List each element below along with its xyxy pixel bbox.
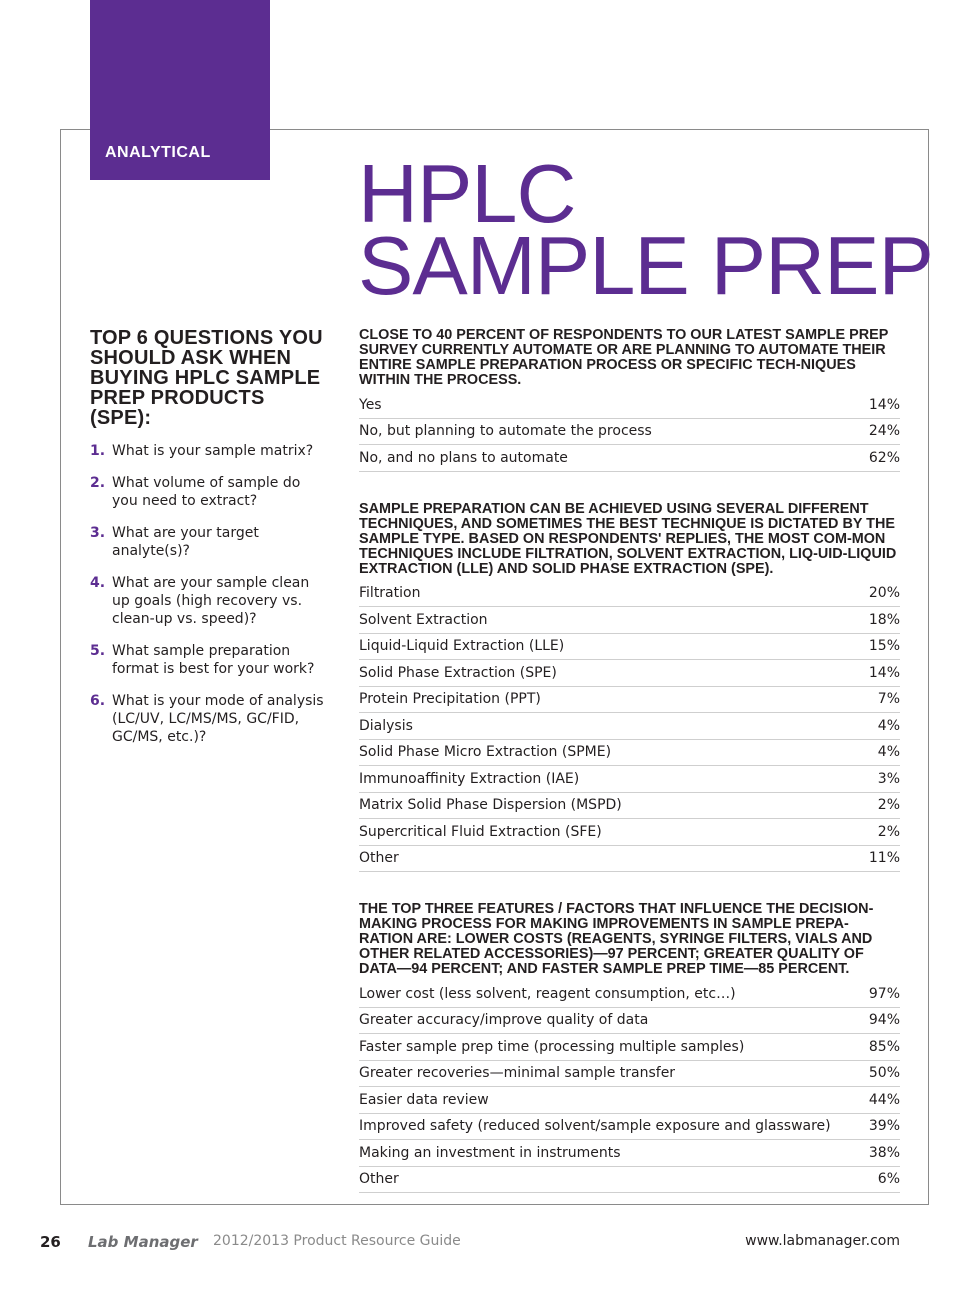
row-label: Immunoaffinity Extraction (IAE) bbox=[359, 770, 580, 787]
table-row bbox=[359, 793, 900, 820]
question-text: What is your sample matrix? bbox=[112, 443, 314, 459]
website-link[interactable]: www.labmanager.com bbox=[745, 1233, 900, 1249]
page-title bbox=[358, 147, 933, 312]
guide-title: 2012/2013 Product Resource Guide bbox=[213, 1233, 461, 1249]
row-value: 2% bbox=[877, 823, 900, 840]
question-number: 6. bbox=[90, 693, 106, 709]
question-item bbox=[90, 642, 330, 678]
question-number: 4. bbox=[90, 575, 106, 591]
table-row bbox=[359, 819, 900, 846]
row-label: Protein Precipitation (PPT) bbox=[359, 691, 541, 708]
table-row bbox=[359, 1140, 900, 1167]
table-row bbox=[359, 1087, 900, 1114]
row-label: Faster sample prep time (processing multiple samples) bbox=[359, 1038, 745, 1055]
row-label: Supercritical Fluid Extraction (SFE) bbox=[359, 823, 602, 840]
survey-results bbox=[359, 328, 900, 1223]
automation-section bbox=[359, 328, 900, 472]
row-label: Greater recoveries—minimal sample transfer bbox=[359, 1065, 676, 1082]
row-value: 14% bbox=[868, 396, 900, 413]
row-value: 85% bbox=[868, 1038, 900, 1055]
row-value: 38% bbox=[868, 1144, 900, 1161]
row-label: Solid Phase Micro Extraction (SPME) bbox=[359, 744, 612, 761]
row-label: Other bbox=[359, 850, 399, 867]
row-label: Other bbox=[359, 1171, 399, 1188]
question-text: What are your target analyte(s)? bbox=[112, 525, 259, 559]
row-label: Filtration bbox=[359, 585, 421, 602]
table-row bbox=[359, 766, 900, 793]
row-value: 15% bbox=[868, 638, 900, 655]
row-label: Solid Phase Extraction (SPE) bbox=[359, 664, 557, 681]
table-row bbox=[359, 713, 900, 740]
row-value: 62% bbox=[868, 449, 900, 466]
question-item bbox=[90, 524, 330, 560]
row-label: Solvent Extraction bbox=[359, 611, 488, 628]
question-item bbox=[90, 474, 330, 510]
question-number: 2. bbox=[90, 475, 106, 491]
row-label: No, but planning to automate the process bbox=[359, 423, 652, 440]
table-row bbox=[359, 981, 900, 1008]
title-line-1: HPLC bbox=[358, 147, 576, 240]
section-heading: SAMPLE PREPARATION CAN BE ACHIEVED USING SEVERAL DIFFERENT TECHNIQUES, AND SOMETIMES THE BEST TECHNIQUE IS DICTATED BY THE SAMPLE TYPE. BASED ON RESPONDENTS' REPLIES, THE MOST COM-MON TECHNIQUES INCLUDE FILTRATION, SOLVENT EXTRACTION, LIQ-UID-LIQUID EXTRACTION (LLE) AND SOLID PHASE EXTRACTION (SPE). bbox=[359, 500, 897, 577]
row-value: 39% bbox=[868, 1118, 900, 1135]
table-row bbox=[359, 846, 900, 873]
table-row bbox=[359, 1034, 900, 1061]
page-number: 26 bbox=[40, 1233, 61, 1251]
row-value: 7% bbox=[877, 691, 900, 708]
table-row bbox=[359, 581, 900, 608]
title-line-2: SAMPLE PREP bbox=[358, 219, 933, 312]
row-value: 2% bbox=[877, 797, 900, 814]
row-label: Easier data review bbox=[359, 1091, 489, 1108]
row-value: 94% bbox=[868, 1012, 900, 1029]
table-row bbox=[359, 687, 900, 714]
magazine-name: Lab Manager bbox=[88, 1233, 198, 1251]
table-row bbox=[359, 445, 900, 472]
row-label: Greater accuracy/improve quality of data bbox=[359, 1012, 649, 1029]
row-value: 11% bbox=[868, 850, 900, 867]
row-value: 6% bbox=[877, 1171, 900, 1188]
row-value: 20% bbox=[868, 585, 900, 602]
row-value: 14% bbox=[868, 664, 900, 681]
row-value: 4% bbox=[877, 744, 900, 761]
row-value: 97% bbox=[868, 985, 900, 1002]
section-tag-label: ANALYTICAL bbox=[105, 144, 211, 161]
section-tag bbox=[90, 0, 270, 180]
question-text: What volume of sample do you need to extract? bbox=[112, 475, 301, 509]
question-text: What sample preparation format is best for your work? bbox=[112, 643, 315, 677]
questions-sidebar bbox=[90, 328, 330, 760]
row-label: Yes bbox=[359, 396, 382, 413]
question-number: 5. bbox=[90, 643, 106, 659]
table-row bbox=[359, 740, 900, 767]
row-label: No, and no plans to automate bbox=[359, 449, 568, 466]
row-label: Lower cost (less solvent, reagent consumption, etc…) bbox=[359, 985, 736, 1002]
factors-section bbox=[359, 902, 900, 1193]
question-item bbox=[90, 442, 330, 460]
table-row bbox=[359, 634, 900, 661]
table-row bbox=[359, 1008, 900, 1035]
question-item bbox=[90, 692, 330, 746]
row-value: 3% bbox=[877, 770, 900, 787]
table-row bbox=[359, 607, 900, 634]
table-row bbox=[359, 1114, 900, 1141]
page-footer bbox=[40, 1233, 900, 1253]
row-label: Making an investment in instruments bbox=[359, 1144, 621, 1161]
question-text: What are your sample clean up goals (high recovery vs. clean-up vs. speed)? bbox=[112, 575, 310, 627]
table-row bbox=[359, 1167, 900, 1194]
row-label: Dialysis bbox=[359, 717, 413, 734]
table-row bbox=[359, 1061, 900, 1088]
section-heading: CLOSE TO 40 PERCENT OF RESPONDENTS TO OUR LATEST SAMPLE PREP SURVEY CURRENTLY AUTOMATE OR ARE PLANNING TO AUTOMATE THEIR ENTIRE SAMPLE PREPARATION PROCESS OR SPECIFIC TECH-NIQUES WITHIN THE PROCESS. bbox=[359, 327, 889, 388]
question-item bbox=[90, 574, 330, 628]
row-value: 4% bbox=[877, 717, 900, 734]
section-heading: THE TOP THREE FEATURES / FACTORS THAT INFLUENCE THE DECISION-MAKING PROCESS FOR MAKING IMPROVEMENTS IN SAMPLE PREPA-RATION ARE: LOWER COSTS (REAGENTS, SYRINGE FILTERS, VIALS AND OTHER RELATED ACCESSORIES)—97 PERCENT; GREATER QUALITY OF DATA—94 PERCENT; AND FASTER SAMPLE PREP TIME—85 PERCENT. bbox=[359, 901, 874, 977]
table-row bbox=[359, 392, 900, 419]
questions-list bbox=[90, 442, 330, 746]
row-value: 44% bbox=[868, 1091, 900, 1108]
sidebar-heading: TOP 6 QUESTIONS YOU SHOULD ASK WHEN BUYING HPLC SAMPLE PREP PRODUCTS (SPE): bbox=[90, 327, 323, 429]
table-row bbox=[359, 419, 900, 446]
question-text: What is your mode of analysis (LC/UV, LC/MS/MS, GC/FID, GC/MS, etc.)? bbox=[112, 693, 324, 745]
question-number: 1. bbox=[90, 443, 106, 459]
row-value: 24% bbox=[868, 423, 900, 440]
row-label: Liquid-Liquid Extraction (LLE) bbox=[359, 638, 565, 655]
row-label: Matrix Solid Phase Dispersion (MSPD) bbox=[359, 797, 622, 814]
table-row bbox=[359, 660, 900, 687]
row-label: Improved safety (reduced solvent/sample exposure and glassware) bbox=[359, 1118, 831, 1135]
row-value: 18% bbox=[868, 611, 900, 628]
question-number: 3. bbox=[90, 525, 106, 541]
row-value: 50% bbox=[868, 1065, 900, 1082]
techniques-section bbox=[359, 502, 900, 873]
